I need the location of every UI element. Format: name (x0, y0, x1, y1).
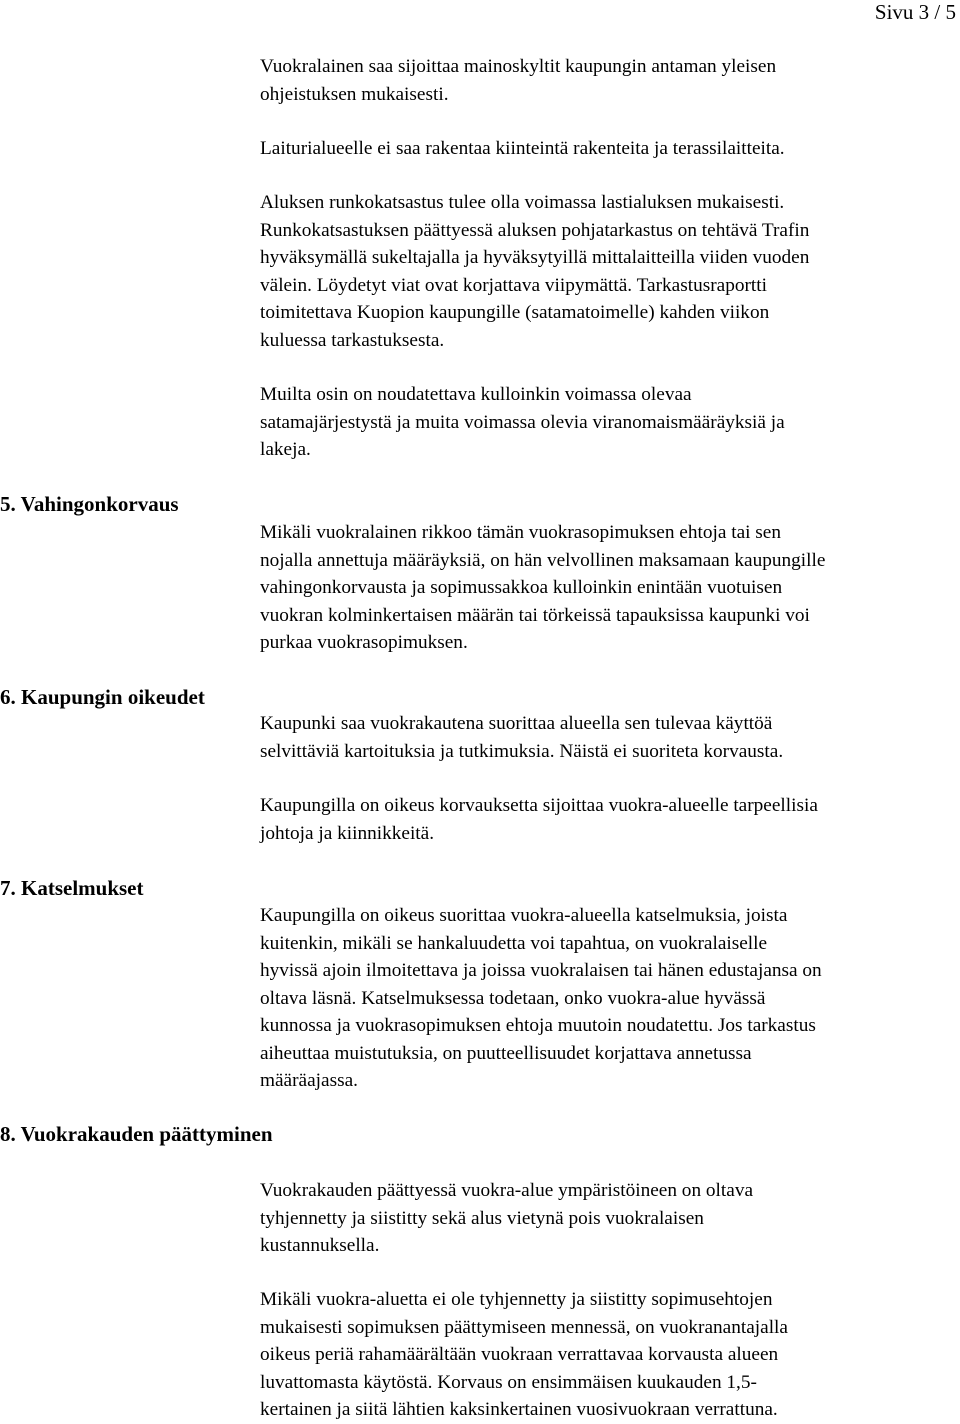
section-heading-city-rights: 6. Kaupungin oikeudet (0, 685, 205, 709)
section-heading-damages: 5. Vahingonkorvaus (0, 492, 179, 516)
section-paragraph-damages: Mikäli vuokralainen rikkoo tämän vuokrasopimuksen ehtoja tai sen nojalla annettuja määräyksiä, on hän velvollinen maksamaan kaupungille vahingonkorvausta ja sopimussakkoa kulloinkin enintään vuotuisen vuokran kolminkertaisen määrän tai törkeissä tapauksissa kaupunki voi purkaa vuokrasopimuksen. (260, 522, 826, 653)
section-paragraph-city-rights-1: Kaupunki saa vuokrakautena suorittaa alueella sen tulevaa käyttöä selvittäviä kartoituksia ja tutkimuksia. Näistä ei suoriteta korvausta. (260, 713, 784, 762)
intro-paragraph-hull-inspection: Aluksen runkokatsastus tulee olla voimassa lastialuksen mukaisesti. Runkokatsastuksen päättyessä aluksen pohjatarkastus on tehtävä Trafin hyväksymällä sukeltajalla ja hyväksytyillä mittalaitteilla viiden vuoden välein. Löydetyt viat ovat korjattava viipymättä. Tarkastusraportti toimitettava Kuopion kaupungille (satamatoimelle) kahden viikon kuluessa tarkastuksesta. (260, 192, 810, 351)
section-paragraph-city-rights-2: Kaupungilla on oikeus korvauksetta sijoittaa vuokra-alueelle tarpeellisia johtoja ja kiinnikkeitä. (260, 795, 818, 844)
intro-paragraph-pier-structures: Laiturialueelle ei saa rakentaa kiinteintä rakenteita ja terassilaitteita. (260, 138, 785, 159)
intro-paragraph-regulations: Muilta osin on noudatettava kulloinkin voimassa olevaa satamajärjestystä ja muita voimassa olevia viranomaismääräyksiä ja lakeja. (260, 384, 785, 460)
section-paragraph-lease-end-1: Vuokrakauden päättyessä vuokra-alue ympäristöineen on oltava tyhjennetty ja siistitty sekä alus vietynä pois vuokralaisen kustannuksella. (260, 1180, 754, 1256)
section-paragraph-lease-end-2: Mikäli vuokra-aluetta ei ole tyhjennetty ja siistitty sopimusehtojen mukaisesti sopimuksen päättymiseen mennessä, on vuokranantajalla oikeus periä rahamäärältään vuokraan verrattavaa korvausta alueen luvattomasta käytöstä. Korvaus on ensimmäisen kuukauden 1,5- kertainen ja siitä lähtien kaksinkertainen vuosivuokraan verrattuna. (260, 1289, 788, 1420)
section-paragraph-inspections: Kaupungilla on oikeus suorittaa vuokra-alueella katselmuksia, joista kuitenkin, mikäli se hankaluudetta voi tapahtua, on vuokralaiselle hyvissä ajoin ilmoitettava ja joissa vuokralaisen tai hänen edustajansa on oltava läsnä. Katselmuksessa todetaan, onko vuokra-alue hyvässä kunnossa ja vuokrasopimuksen ehtoja muutoin noudatettu. Jos tarkastus aiheuttaa muistutuksia, on puutteellisuudet korjattava annetussa määräajassa. (260, 905, 822, 1091)
intro-paragraph-signs: Vuokralainen saa sijoittaa mainoskyltit kaupungin antaman yleisen ohjeistuksen mukaisesti. (260, 56, 777, 105)
section-heading-lease-end: 8. Vuokrakauden päättyminen (0, 1122, 273, 1146)
section-heading-inspections: 7. Katselmukset (0, 876, 144, 900)
page-number: Sivu 3 / 5 (874, 0, 956, 24)
